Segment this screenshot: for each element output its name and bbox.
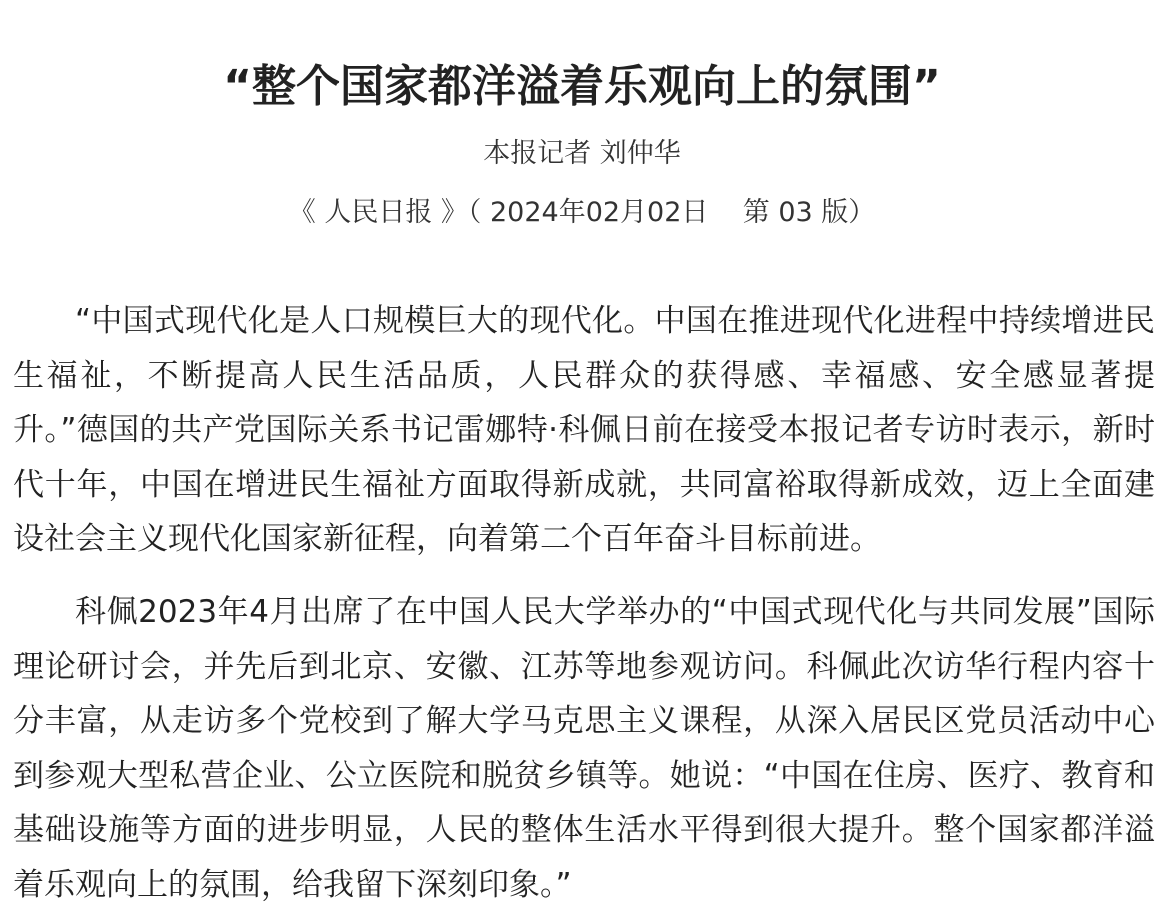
article-title: “整个国家都洋溢着乐观向上的氛围”: [223, 61, 941, 113]
article-paragraph: 科佩2023年4月出席了在中国人民大学举办的“中国式现代化与共同发展”国际理论研讨会，并先后到北京、安徽、江苏等地参观访问。科佩此次访华行程内容十分丰富，从走访多个党校到了解大学马克思主义课程，从深入居民区党员活动中心到参观大型私营企业、公立医院和脱贫乡镇等。她说：“中国在住房、医疗、教育和基础设施等方面的进步明显，人民的整体生活水平得到很大提升。整个国家都洋溢着乐观向上的氛围，给我留下深刻印象。”: [13, 594, 1155, 903]
article-author: 本报记者 刘仲华: [483, 138, 681, 169]
article-paragraph: “中国式现代化是人口规模巨大的现代化。中国在推进现代化进程中持续增进民生福祉，不断提高人民生活品质，人民群众的获得感、幸福感、安全感显著提升。”德国的共产党国际关系书记雷娜特·科佩日前在接受本报记者专访时表示，新时代十年，中国在增进民生福祉方面取得新成就，共同富裕取得新成效，迈上全面建设社会主义现代化国家新征程，向着第二个百年奋斗目标前进。: [13, 303, 1155, 558]
article-source: 《 人民日报 》（ 2024年02月02日 第 03 版）: [288, 197, 876, 228]
